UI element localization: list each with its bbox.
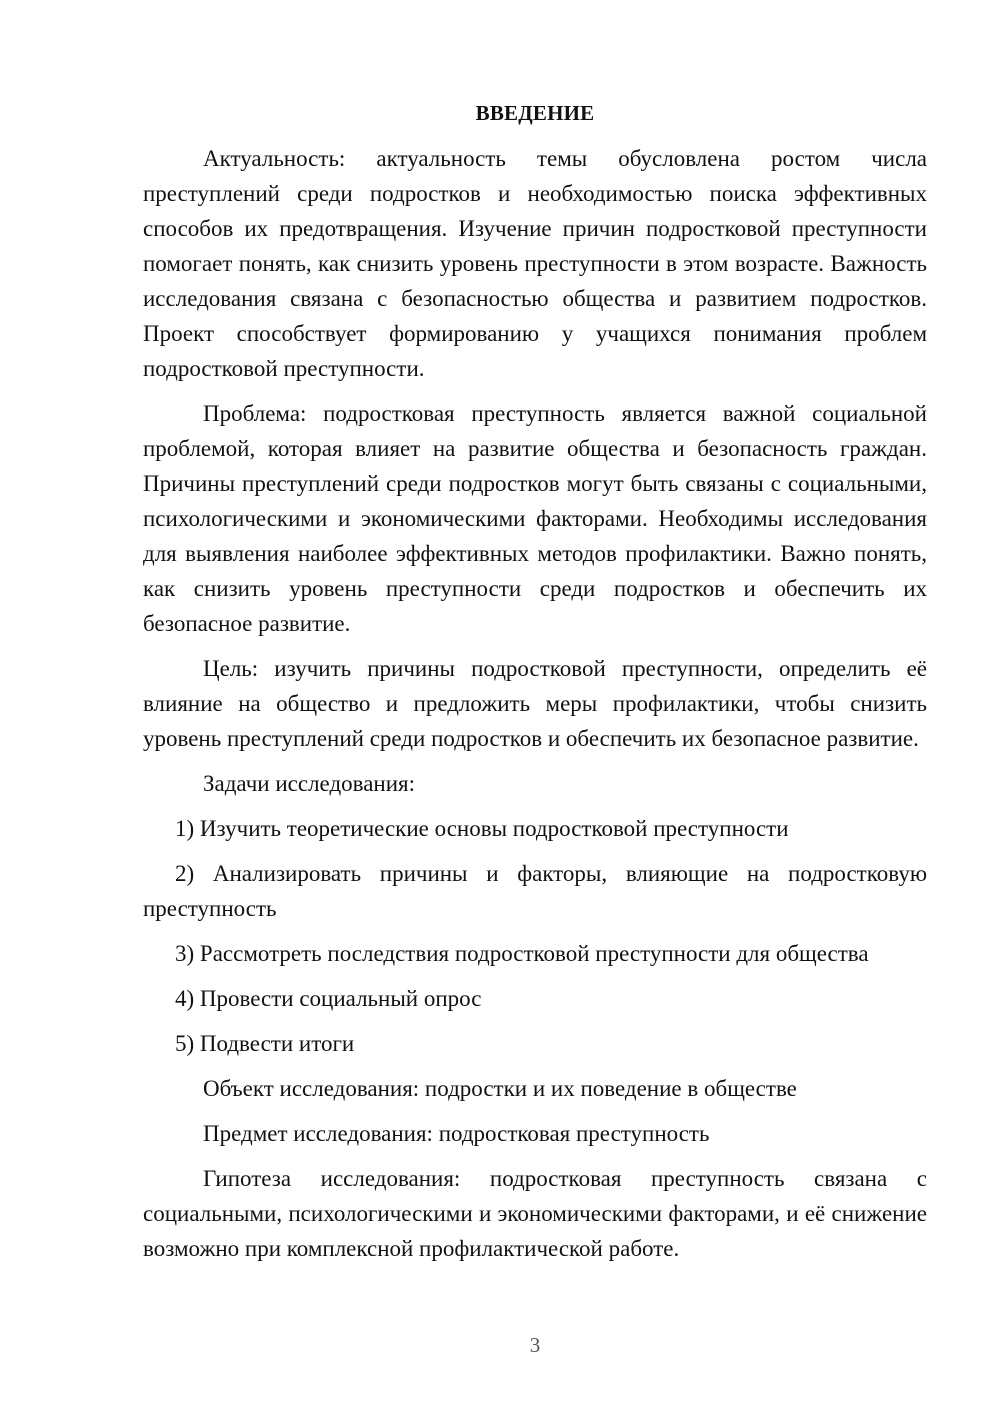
document-body [143,96,927,1276]
goal-paragraph: Цель: изучить причины подростковой преступности, определить её влияние на общество и предложить меры профилактики, чтобы снизить уровень преступлений среди подростков и обеспечить их безопасное развитие. [143,656,927,751]
section-title: ВВЕДЕНИЕ [475,101,595,125]
task-item-3: 3) Рассмотреть последствия подростковой преступности для общества [175,941,869,966]
relevance-paragraph: Актуальность: актуальность темы обусловлена ростом числа преступлений среди подростков и необходимостью поиска эффективных способов их предотвращения. Изучение причин подростковой преступности помогает понять, как снизить уровень преступности в этом возрасте. Важность исследования связана с безопасностью общества и развитием подростков. Проект способствует формированию у учащихся понимания проблем подростковой преступности. [143,146,927,381]
tasks-heading: Задачи исследования: [203,771,416,796]
task-item-4: 4) Провести социальный опрос [175,986,482,1011]
task-item-1: 1) Изучить теоретические основы подростковой преступности [175,816,789,841]
page-number: 3 [529,1333,541,1357]
hypothesis-paragraph: Гипотеза исследования: подростковая преступность связана с социальными, психологическими и экономическими факторами, и её снижение возможно при комплексной профилактической работе. [143,1166,927,1261]
research-object: Объект исследования: подростки и их поведение в обществе [203,1076,797,1101]
problem-paragraph: Проблема: подростковая преступность является важной социальной проблемой, которая влияет на развитие общества и безопасность граждан. Причины преступлений среди подростков могут быть связаны с социальными, психологическими и экономическими факторами. Необходимы исследования для выявления наиболее эффективных методов профилактики. Важно понять, как снизить уровень преступности среди подростков и обеспечить их безопасное развитие. [143,401,927,636]
task-item-2: 2) Анализировать причины и факторы, влияющие на подростковую преступность [143,861,927,921]
task-item-5: 5) Подвести итоги [175,1031,355,1056]
research-subject: Предмет исследования: подростковая преступность [203,1121,710,1146]
